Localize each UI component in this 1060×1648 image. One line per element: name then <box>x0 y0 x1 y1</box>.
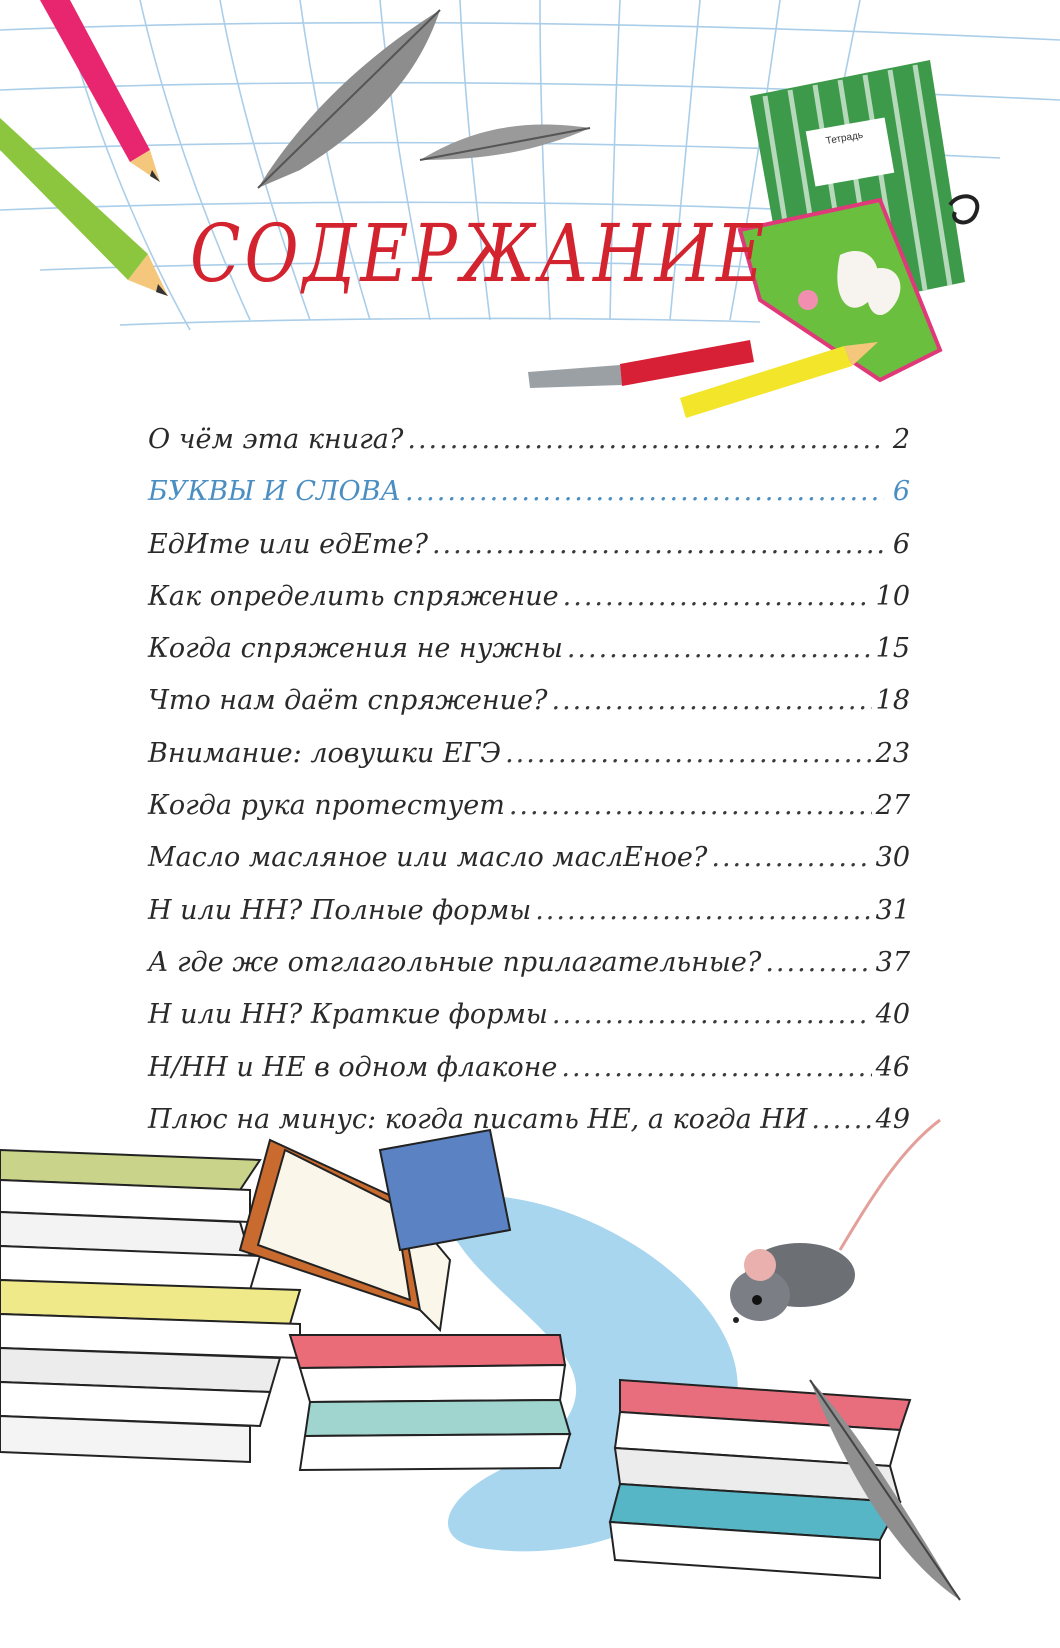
toc-entry[interactable] <box>148 581 910 633</box>
toc-dot-leader <box>561 1052 871 1083</box>
toc-dot-leader <box>711 842 871 873</box>
toc-dot-leader <box>552 999 872 1030</box>
toc-entry-label: ЕдИте или едЕте? <box>148 528 428 560</box>
toc-entry[interactable] <box>148 947 910 999</box>
toc-entry-page: 2 <box>892 424 910 455</box>
toc-dot-leader <box>505 738 872 769</box>
toc-entry[interactable] <box>148 1104 910 1156</box>
toc-entry[interactable] <box>148 999 910 1051</box>
toc-entry-label: Н или НН? Полные формы <box>148 894 532 926</box>
toc-entry[interactable] <box>148 895 910 947</box>
toc-entry-label: Масло масляное или масло маслЕное? <box>148 842 708 874</box>
toc-entry[interactable] <box>148 738 910 790</box>
toc-entry-page: 37 <box>875 946 910 978</box>
toc-entry-label: БУКВЫ И СЛОВА <box>148 476 401 508</box>
toc-entry-label: А где же отглагольные прилагательные? <box>148 946 762 978</box>
book-stack-middle <box>290 1335 570 1470</box>
toc-entry-page: 31 <box>875 894 910 926</box>
toc-entry-label: Как определить спряжение <box>148 580 559 612</box>
feather-top <box>258 10 440 188</box>
toc-entry[interactable] <box>148 529 910 581</box>
toc-entry-page: 6 <box>892 476 910 508</box>
toc-entry[interactable] <box>148 1052 910 1104</box>
toc-dot-leader <box>563 581 872 612</box>
toc-entry-page: 30 <box>875 842 910 874</box>
toc-dot-leader <box>811 1104 871 1135</box>
case-loop <box>950 196 977 222</box>
toc-entry[interactable] <box>148 424 910 476</box>
toc-dot-leader <box>407 424 884 455</box>
toc-entry-page: 23 <box>875 737 910 769</box>
toc-entry-label: Плюс на минус: когда писать НЕ, а когда НИ <box>148 1103 808 1135</box>
toc-entry-label: Что нам даёт спряжение? <box>148 685 548 717</box>
toc-entry[interactable] <box>148 685 910 737</box>
page-title: СОДЕРЖАНИЕ <box>190 208 769 301</box>
toc-dot-leader <box>405 476 884 507</box>
toc-entry-label: Когда рука протестует <box>148 790 505 822</box>
toc-entry-page: 40 <box>875 999 910 1031</box>
toc-entry-label: О чём эта книга? <box>148 424 404 455</box>
toc-entry-label: Внимание: ловушки ЕГЭ <box>148 737 502 769</box>
table-of-contents <box>148 424 910 1156</box>
toc-entry[interactable] <box>148 842 910 894</box>
toc-dot-leader <box>432 529 884 560</box>
toc-entry[interactable] <box>148 790 910 842</box>
toc-entry-page: 10 <box>875 580 910 612</box>
notebook-label: Тетрадь <box>824 129 864 148</box>
toc-entry-page: 49 <box>875 1103 910 1135</box>
toc-entry[interactable] <box>148 633 910 685</box>
toc-entry-label: Когда спряжения не нужны <box>148 633 563 665</box>
toc-entry-page: 18 <box>875 685 910 717</box>
toc-entry-page: 27 <box>875 790 910 822</box>
toc-dot-leader <box>509 790 872 821</box>
toc-section-heading[interactable] <box>148 476 910 528</box>
toc-entry-page: 15 <box>875 633 910 665</box>
toc-dot-leader <box>765 947 871 978</box>
toc-dot-leader <box>567 633 872 664</box>
toc-entry-label: Н/НН и НЕ в одном флаконе <box>148 1051 558 1083</box>
toc-entry-label: Н или НН? Краткие формы <box>148 999 548 1031</box>
toc-entry-page: 46 <box>875 1051 910 1083</box>
toc-dot-leader <box>552 685 872 716</box>
toc-entry-page: 6 <box>892 528 910 560</box>
fountain-pen <box>528 340 754 388</box>
toc-dot-leader <box>535 895 871 926</box>
